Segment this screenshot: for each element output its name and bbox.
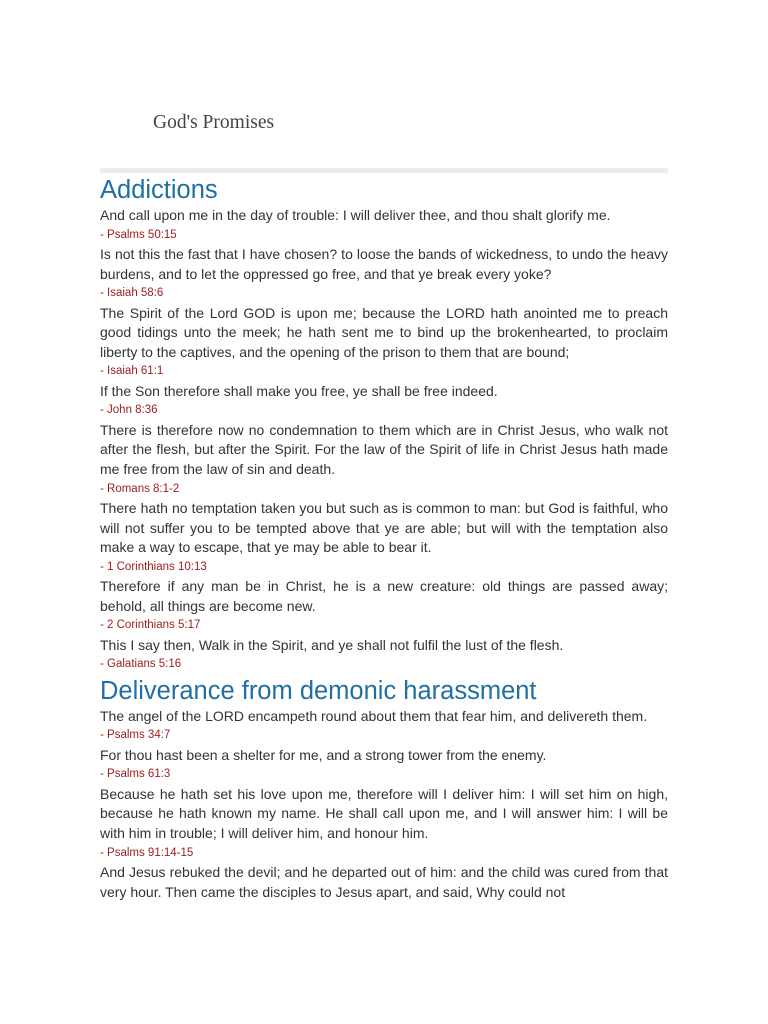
verse-reference: - Psalms 50:15	[100, 228, 177, 241]
verse-text: Is not this the fast that I have chosen? to loose the bands of wickedness, to undo the heavy burdens, and to let the oppressed go free, and that ye break every yoke?	[100, 246, 668, 282]
title-divider	[100, 168, 668, 173]
verse-reference: - Psalms 91:14-15	[100, 846, 194, 859]
verse-text: Because he hath set his love upon me, therefore will I deliver him: I will set him on high, because he hath known my name. He shall call upon me, and I will answer him: I will be with him in trouble; I will deliver him, and honour him.	[100, 785, 668, 841]
verse-text: And Jesus rebuked the devil; and he departed out of him: and the child was cured from that very hour. Then came the disciples to Jesus apart, and said, Why could not	[100, 863, 668, 900]
verse-text: There hath no temptation taken you but such as is common to man: but God is faithful, who will not suffer you to be tempted above that ye are able; but will with the temptation also make a way to escape, that ye may be able to bear it.	[100, 499, 668, 556]
verse-reference: - Romans 8:1-2	[100, 482, 180, 495]
verse-reference: - Isaiah 61:1	[100, 365, 164, 378]
section-heading: Deliverance from demonic harassment	[100, 676, 537, 705]
document-content	[100, 174, 668, 902]
verse-text: This I say then, Walk in the Spirit, and ye shall not fulfil the lust of the flesh.	[100, 636, 564, 653]
verse-reference: - Psalms 61:3	[100, 768, 171, 781]
verse-reference: - Isaiah 58:6	[100, 287, 164, 300]
verse-reference: - Galatians 5:16	[100, 658, 182, 671]
verse-text: For thou hast been a shelter for me, and a strong tower from the enemy.	[100, 746, 547, 763]
verse-reference: - John 8:36	[100, 404, 158, 417]
verse-reference: - 2 Corinthians 5:17	[100, 619, 201, 632]
section-heading: Addictions	[100, 176, 218, 204]
document-title: God's Promises	[153, 112, 275, 133]
verse-reference: - Psalms 34:7	[100, 729, 171, 742]
verse-text: Therefore if any man be in Christ, he is a new creature: old things are passed away; behold, all things are become new.	[100, 578, 668, 614]
verse-text: There is therefore now no condemnation to them which are in Christ Jesus, who walk not after the flesh, but after the Spirit. For the law of the Spirit of life in Christ Jesus hath made me free from the law of sin and death.	[100, 421, 668, 477]
section-deliverance	[100, 675, 668, 902]
section-addictions	[100, 174, 668, 675]
verse-text: The angel of the LORD encampeth round about them that fear him, and delivereth them.	[100, 707, 648, 724]
verse-text: If the Son therefore shall make you free, ye shall be free indeed.	[100, 382, 498, 399]
verse-text: And call upon me in the day of trouble: I will deliver thee, and thou shalt glorify me.	[100, 207, 611, 223]
verse-text: The Spirit of the Lord GOD is upon me; because the LORD hath anointed me to preach good tidings unto the meek; he hath sent me to bind up the brokenhearted, to proclaim liberty to the captives, and the opening of the prison to them that are bound;	[100, 304, 668, 360]
verse-reference: - 1 Corinthians 10:13	[100, 560, 207, 573]
